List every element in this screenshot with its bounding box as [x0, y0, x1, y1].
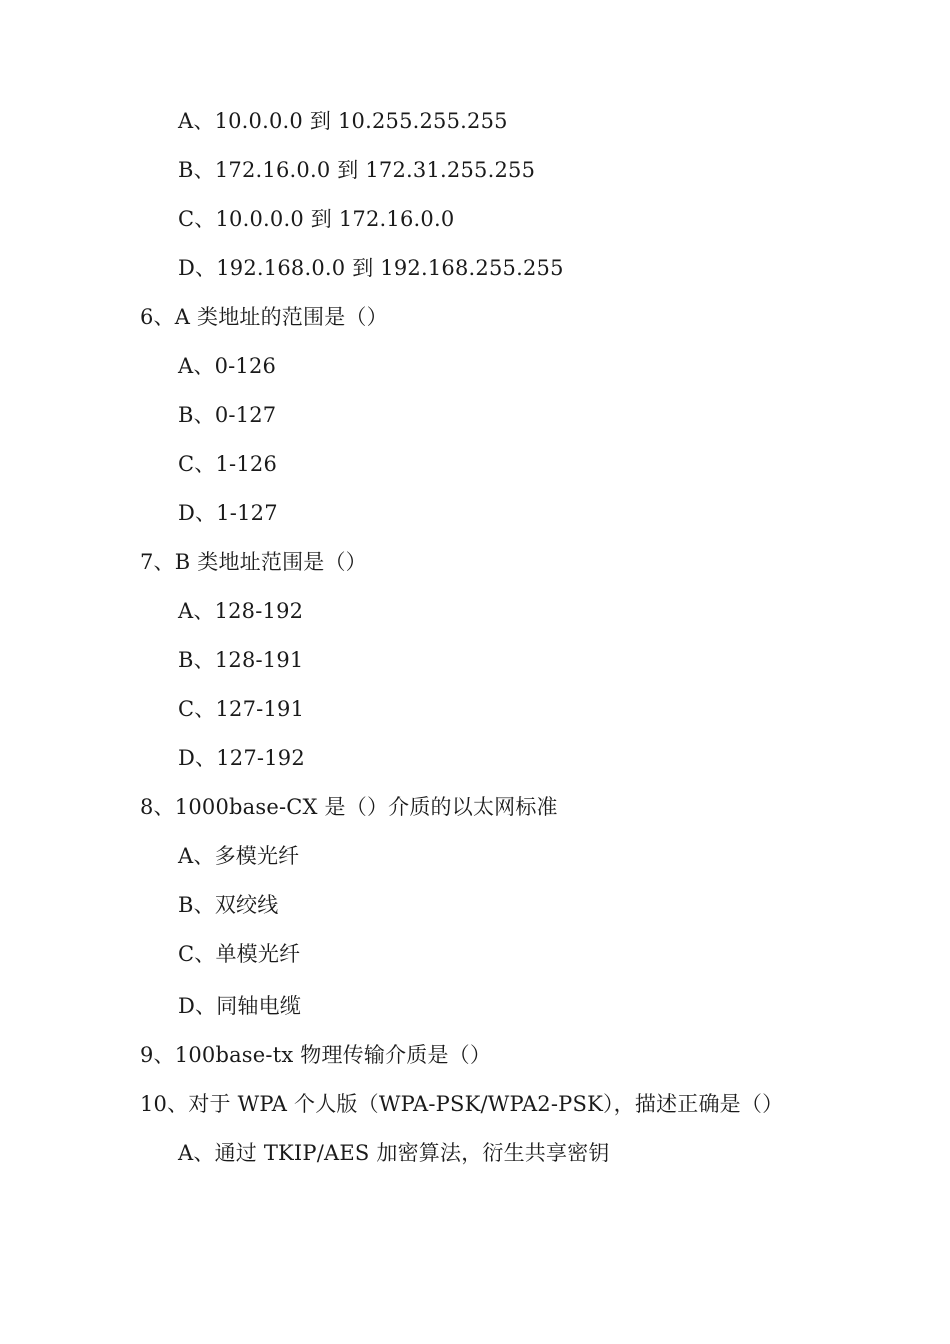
q5-option-d: D、192.168.0.0 到 192.168.255.255 [178, 256, 564, 280]
question-7: 7、B 类地址范围是（） [140, 550, 367, 574]
q8-option-c: C、单模光纤 [178, 942, 301, 966]
q6-option-d: D、1-127 [178, 501, 278, 525]
q8-option-d: D、同轴电缆 [178, 994, 302, 1018]
q10-option-a: A、通过 TKIP/AES 加密算法，衍生共享密钥 [178, 1141, 610, 1165]
q8-option-a: A、多模光纤 [178, 844, 300, 868]
q7-option-c: C、127-191 [178, 697, 305, 721]
question-10: 10、对于 WPA 个人版（WPA-PSK/WPA2-PSK），描述正确是（） [140, 1092, 784, 1116]
q5-option-a: A、10.0.0.0 到 10.255.255.255 [178, 109, 508, 133]
q7-option-b: B、128-191 [178, 648, 304, 672]
question-8: 8、1000base-CX 是（）介质的以太网标准 [140, 795, 558, 819]
q7-option-d: D、127-192 [178, 746, 305, 770]
q5-option-b: B、172.16.0.0 到 172.31.255.255 [178, 158, 536, 182]
q6-option-a: A、0-126 [178, 354, 277, 378]
question-9: 9、100base-tx 物理传输介质是（） [140, 1043, 492, 1067]
question-6: 6、A 类地址的范围是（） [140, 305, 388, 329]
q8-option-b: B、双绞线 [178, 893, 279, 917]
q7-option-a: A、128-192 [178, 599, 304, 623]
q6-option-b: B、0-127 [178, 403, 277, 427]
q5-option-c: C、10.0.0.0 到 172.16.0.0 [178, 207, 455, 231]
q6-option-c: C、1-126 [178, 452, 278, 476]
